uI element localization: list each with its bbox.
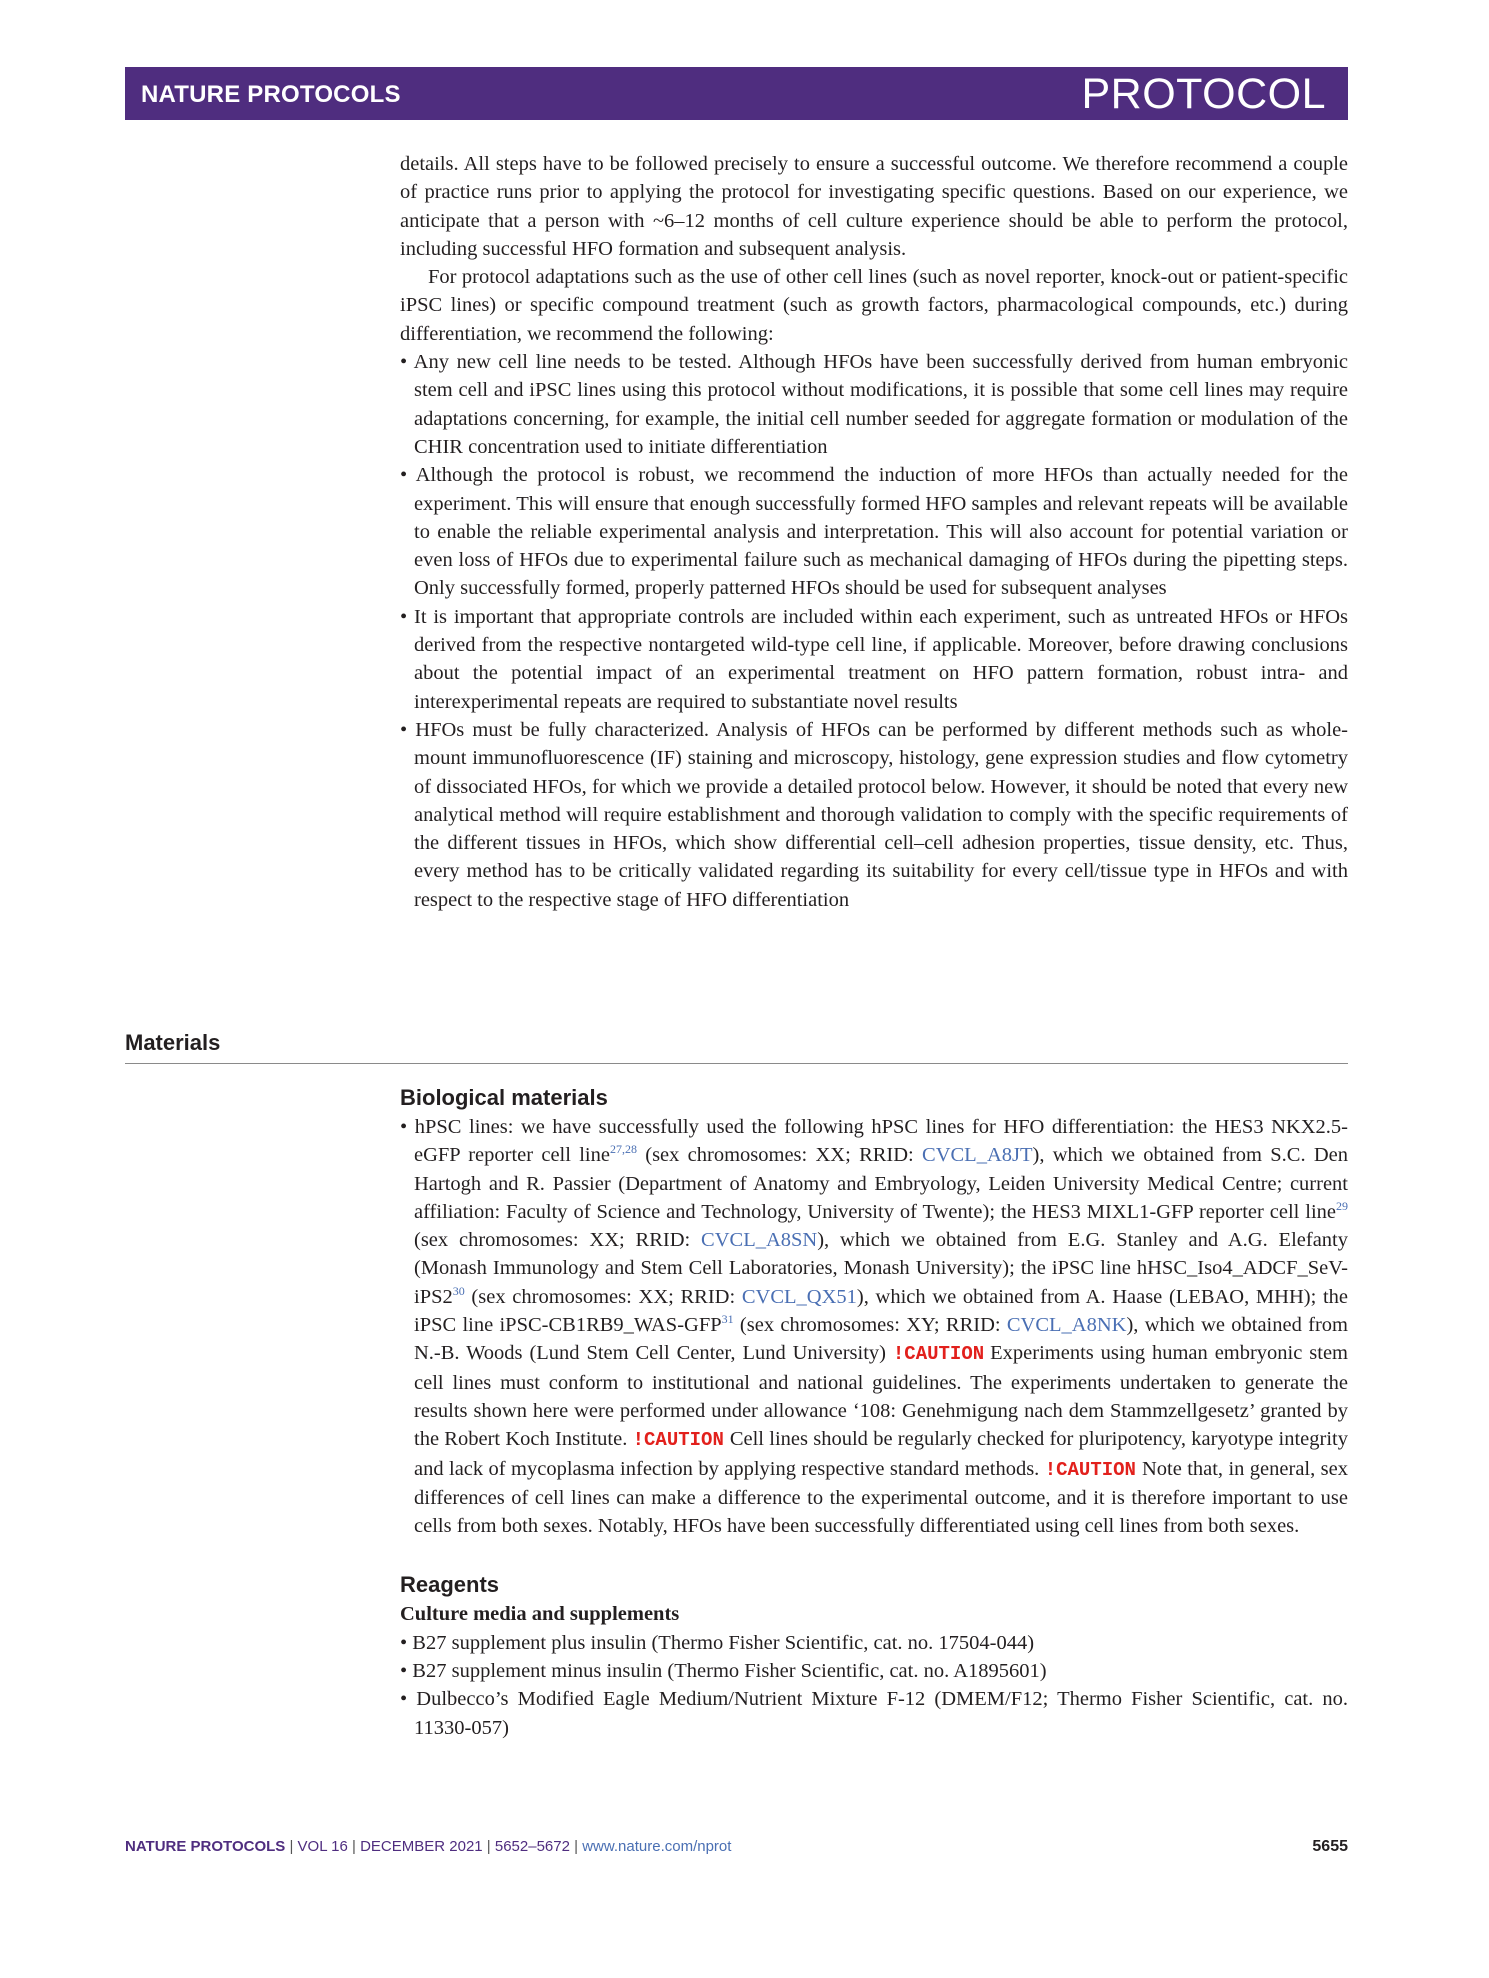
journal-header-bar: [125, 67, 1348, 120]
subsection-title: Reagents: [400, 1572, 500, 1598]
list-item: • Any new cell line needs to be tested. Although HFOs have been successfully derived from human embryonic stem cell and iPSC lines using this protocol without modifications, it is possible that some cell lines may require adaptations concerning, for example, the initial cell number seeded for aggregate formation or modulation of the CHIR concentration used to initiate differentiation: [400, 351, 1348, 458]
page-number: 5655: [1312, 1838, 1348, 1855]
reference-citation[interactable]: 29: [1336, 1198, 1348, 1213]
footer-journal: NATURE PROTOCOLS: [125, 1838, 286, 1855]
journal-name: NATURE PROTOCOLS: [141, 81, 401, 108]
rrid-link[interactable]: CVCL_A8JT: [922, 1144, 1033, 1167]
reference-citation[interactable]: 27,28: [609, 1142, 637, 1157]
list-item: • B27 supplement plus insulin (Thermo Fisher Scientific, cat. no. 17504-044): [400, 1631, 1035, 1654]
intro-paragraph-2: For protocol adaptations such as the use of other cell lines (such as novel reporter, knock-out or patient-specific iPSC lines) or specific compound treatment (such as growth factors, pharmacological compounds, etc.) during differentiation, we recommend the following:: [400, 266, 1348, 345]
footer-date: DECEMBER 2021: [360, 1838, 483, 1855]
intro-paragraph: details. All steps have to be followed precisely to ensure a successful outcome. We therefore recommend a couple of practice runs prior to applying the protocol for investigating specific questions. Based on our experience, we anticipate that a person with ~6–12 months of cell culture experience should be able to perform the protocol, including successful HFO formation and subsequent analysis.: [400, 153, 1348, 260]
footer-url-link[interactable]: www.nature.com/nprot: [582, 1838, 732, 1855]
subsubsection-title: Culture media and supplements: [400, 1603, 680, 1626]
footer-volume: VOL 16: [297, 1838, 348, 1855]
list-item: • Dulbecco’s Modified Eagle Medium/Nutrient Mixture F-12 (DMEM/F12; Thermo Fisher Scientific, cat. no. 11330-057): [400, 1688, 1348, 1739]
list-item: • Although the protocol is robust, we recommend the induction of more HFOs than actually needed for the experiment. This will ensure that enough successfully formed HFO samples and relevant repeats will be available to enable the reliable experimental analysis and interpretation. This will also account for potential variation or even loss of HFOs due to experimental failure such as mechanical damaging of HFOs during the pipetting steps. Only successfully formed, properly patterned HFOs should be used for subsequent analyses: [400, 464, 1348, 600]
reference-citation[interactable]: 31: [721, 1312, 734, 1327]
caution-label: !CAUTION: [1044, 1458, 1136, 1481]
intro-text: [400, 150, 1348, 914]
caution-label: !CAUTION: [632, 1429, 724, 1452]
rrid-link[interactable]: CVCL_A8SN: [701, 1229, 818, 1252]
subsection-title: Biological materials: [400, 1085, 608, 1110]
reference-citation[interactable]: 30: [452, 1283, 465, 1298]
list-item: • B27 supplement minus insulin (Thermo Fisher Scientific, cat. no. A1895601): [400, 1660, 1047, 1683]
rrid-link[interactable]: CVCL_QX51: [741, 1285, 857, 1308]
section-divider: [125, 1063, 1348, 1064]
materials-body: [400, 1083, 1348, 1742]
list-item: • It is important that appropriate controls are included within each experiment, such as untreated HFOs or HFOs derived from the respective nontargeted wild-type cell line, if applicable. Moreover, before drawing conclusions about the potential impact of an experimental treatment on HFO pattern formation, robust intra- and interexperimental repeats are required to substantiate novel results: [400, 605, 1348, 713]
caution-label: !CAUTION: [892, 1343, 985, 1366]
list-item: • HFOs must be fully characterized. Analysis of HFOs can be performed by different methods such as whole-mount immunofluorescence (IF) staining and microscopy, histology, gene expression studies and flow cytometry of dissociated HFOs, for which we provide a detailed protocol below. However, it should be noted that every new analytical method will require establishment and thorough validation to comply with the specific requirements of the different tissues in HFOs, which show differential cell–cell adhesion properties, tissue density, etc. Thus, every method has to be critically validated regarding its suitability for every cell/tissue type in HFOs and with respect to the respective stage of HFO differentiation: [400, 718, 1348, 911]
article-type: PROTOCOL: [1081, 70, 1326, 118]
list-item: • hPSC lines: we have successfully used the following hPSC lines for HFO differentiation: the HES3 NKX2.5-eGFP reporter cell line$^{27,28}$ (sex chromosomes: XX; RRID: CVCL_A8JT), which we obtained from S.C. Den Hartogh and R. Passier (Department of Anatomy and Embryology, Leiden University Medical Centre; current affiliation: Faculty of Science and Technology, University of Twente); the HES3 MIXL1-GFP reporter cell line$^{29}$ (sex chromosomes: XX; RRID: CVCL_A8SN), which we obtained from E.G. Stanley and A.G. Elefanty (Monash Immunology and Stem Cell Laboratories, Monash University); the iPSC line $hHSC\_Iso4\_ADCF\_SeV-iPS2^{30}$ (sex chromosomes: XX; RRID: CVCL_QX51), which we obtained from A. Haase (LEBAO, MHH); the iPSC line iPSC-CB1RB9_WAS-GFP$^{31}$ (sex chromosomes: XY; RRID: CVCL_A8NK), which we obtained from N.-B. Woods (Lund Stem Cell Center, Lund University) !CAUTION Experiments using human embryonic stem cell lines must conform to institutional and national guidelines. The experiments undertaken to generate the results shown here were performed under allowance ‘108: Genehmigung nach dem Stammzellgesetz’ granted by the Robert Koch Institute. !CAUTION Cell lines should be regularly checked for pluripotency, karyotype integrity and lack of mycoplasma infection by applying respective standard methods. !CAUTION Note that, in general, sex differences of cell lines can make a difference to the experimental outcome, and it is therefore important to use cells from both sexes. Notably, HFOs have been successfully differentiated using cell lines from both sexes.: [400, 1116, 1349, 1538]
page-footer: NATURE PROTOCOLS | VOL 16 | DECEMBER 2021 | 5652–5672 | www.nature.com/nprot 5655: [125, 1838, 1348, 1855]
footer-pages: 5652–5672: [494, 1838, 570, 1855]
rrid-link[interactable]: CVCL_A8NK: [1006, 1314, 1127, 1337]
section-title: Materials: [125, 1030, 221, 1055]
